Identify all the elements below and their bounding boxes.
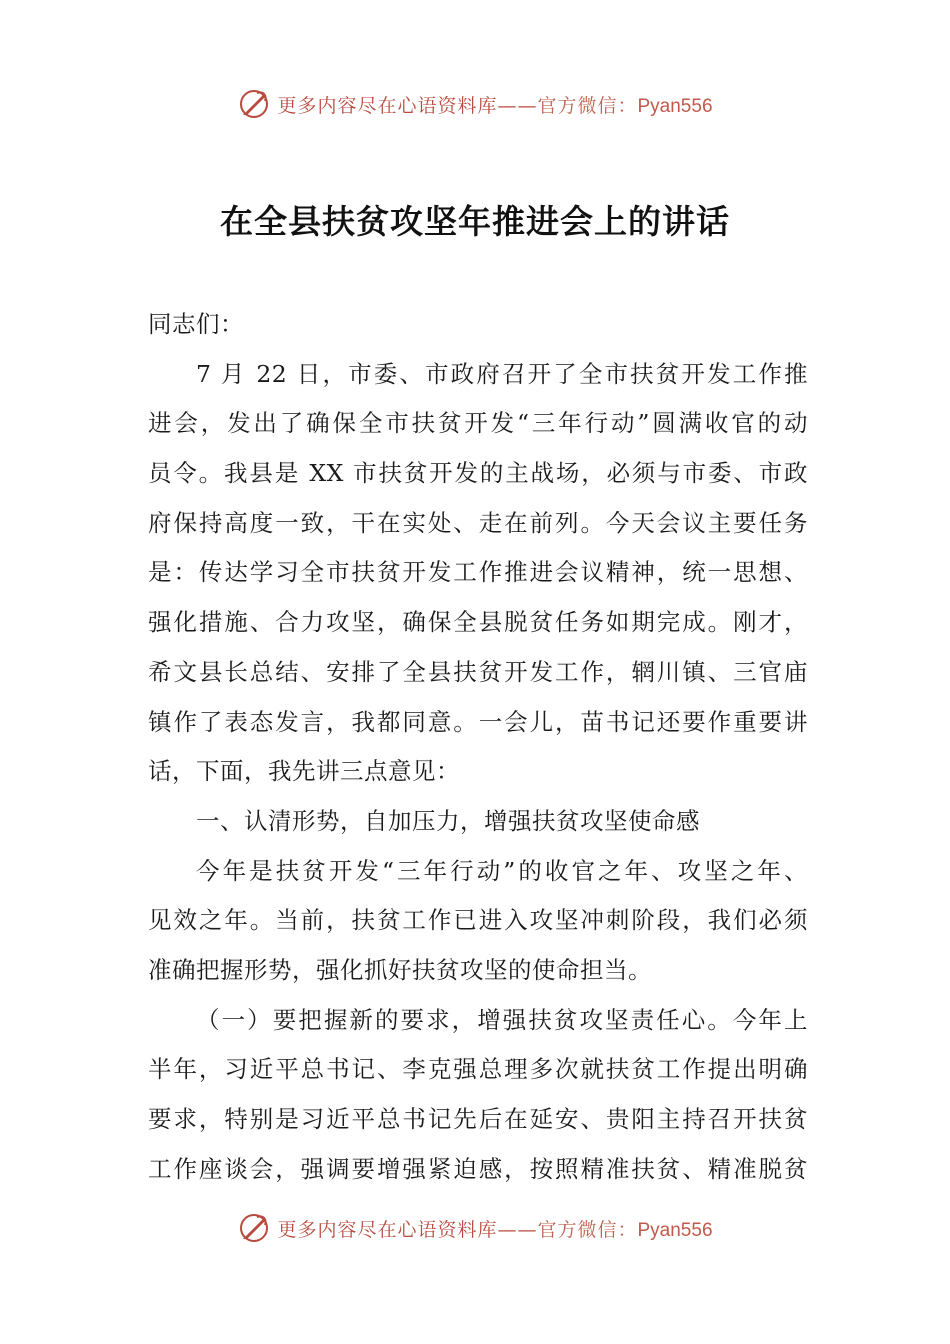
watermark-dash: — (497, 94, 518, 117)
paragraph-line: 希文县长总结、安排了全县扶贫开发工作，辋川镇、三官庙 (148, 657, 808, 686)
paragraph-line: 今年是扶贫开发“三年行动”的收官之年、攻坚之年、 (196, 856, 808, 885)
watermark-wechat-label: 官方微信： (537, 1218, 638, 1241)
quill-pen-icon (237, 87, 271, 121)
paragraph-line: 进会，发出了确保全市扶贫开发“三年行动”圆满收官的动 (148, 409, 808, 438)
quill-pen-icon (237, 1211, 271, 1245)
watermark-dash-2: — (517, 1218, 538, 1241)
watermark-text (277, 91, 712, 118)
watermark-main: 更多内容尽在心语资料库 (277, 1218, 498, 1241)
paragraph-line: 准确把握形势，强化抓好扶贫攻坚的使命担当。 (148, 955, 652, 984)
watermark-text (277, 1215, 712, 1242)
paragraph-line: 7 月 22 日，市委、市政府召开了全市扶贫开发工作推 (196, 359, 808, 388)
paragraph-line: （一）要把握新的要求，增强扶贫攻坚责任心。今年上 (196, 1005, 808, 1034)
paragraph-line: 工作座谈会，强调要增强紧迫感，按照精准扶贫、精准脱贫 (148, 1154, 808, 1183)
watermark-wechat-id: Pyan556 (637, 95, 713, 117)
paragraph-line: 强化措施、合力攻坚，确保全县脱贫任务如期完成。刚才， (148, 608, 808, 637)
paragraph-line: 要求，特别是习近平总书记先后在延安、贵阳主持召开扶贫 (148, 1105, 808, 1133)
paragraph-line: 话，下面，我先讲三点意见： (148, 757, 460, 786)
paragraph-line: 见效之年。当前，扶贫工作已进入攻坚冲刺阶段，我们必须 (148, 906, 808, 935)
paragraph-line: 府保持高度一致，干在实处、走在前列。今天会议主要任务 (148, 508, 808, 537)
watermark-wechat-id: Pyan556 (637, 1219, 713, 1241)
watermark-banner-bottom (0, 1208, 950, 1248)
watermark-banner-top (0, 84, 950, 124)
watermark-dash: — (497, 1218, 518, 1241)
watermark-dash-2: — (517, 94, 538, 117)
watermark-wechat-label: 官方微信： (537, 94, 638, 117)
speech-body (148, 300, 808, 1194)
watermark-main: 更多内容尽在心语资料库 (277, 94, 498, 117)
salutation: 同志们： (148, 310, 244, 338)
paragraph-line: 是：传达学习全市扶贫开发工作推进会议精神，统一思想、 (148, 558, 808, 587)
document-title: 在全县扶贫攻坚年推进会上的讲话 (220, 202, 730, 241)
paragraph-line: 员令。我县是 XX 市扶贫开发的主战场，必须与市委、市政 (148, 459, 808, 488)
section-heading: 一、认清形势，自加压力，增强扶贫攻坚使命感 (196, 806, 700, 835)
paragraph-line: 半年，习近平总书记、李克强总理多次就扶贫工作提出明确 (148, 1055, 808, 1084)
paragraph-line: 镇作了表态发言，我都同意。一会儿，苗书记还要作重要讲 (148, 707, 808, 736)
